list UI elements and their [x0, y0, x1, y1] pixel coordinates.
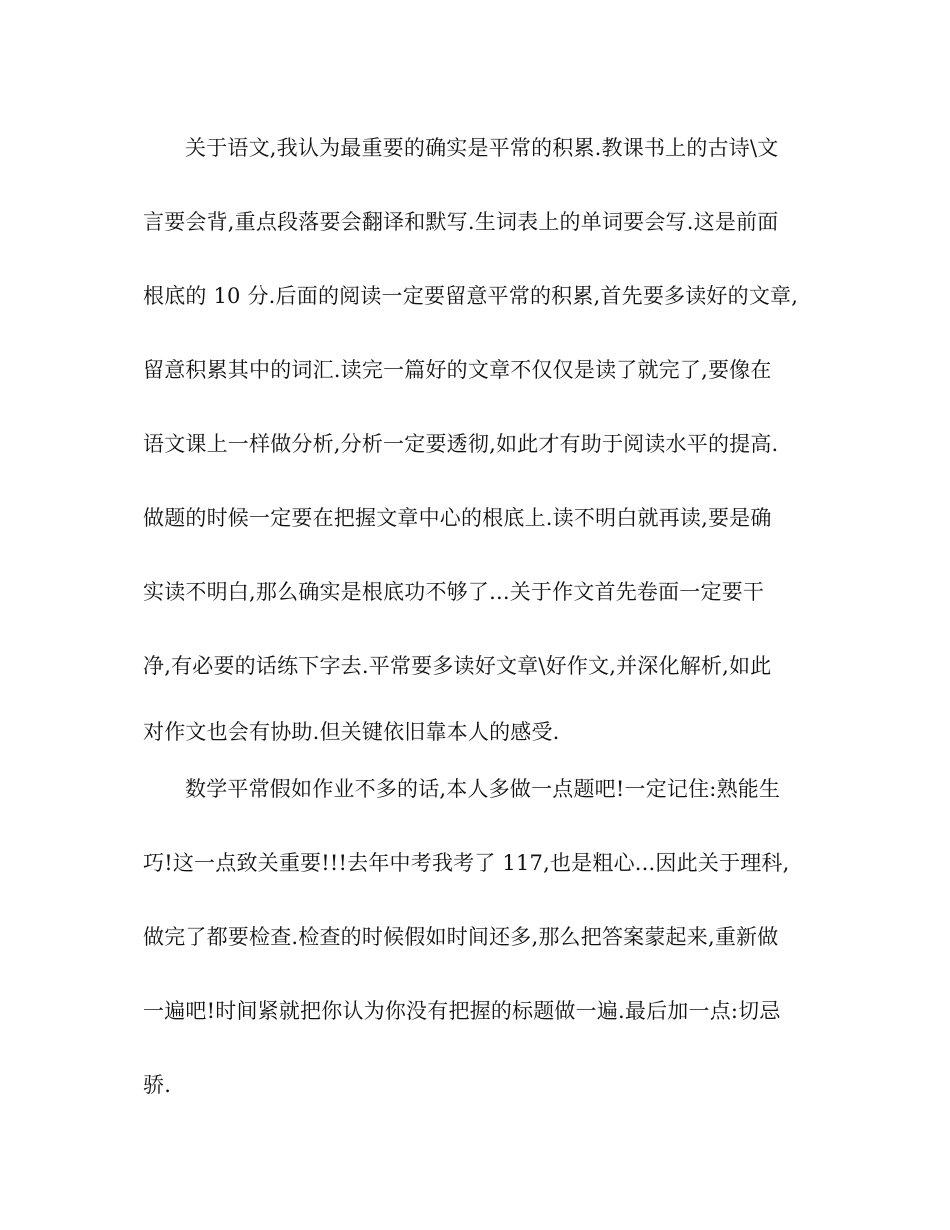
text-line: 做完了都要检查.检查的时候假如时间还多,那么把答案蒙起来,重新做 — [143, 925, 779, 949]
text-line: 一遍吧!时间紧就把你认为你没有把握的标题做一遍.最后加一点:切忌 — [143, 999, 781, 1023]
text-line: 巧!这一点致关重要!!!去年中考我考了 117,也是粗心...因此关于理科, — [143, 851, 790, 875]
text-line: 关于语文,我认为最重要的确实是平常的积累.教课书上的古诗\文 — [185, 136, 779, 160]
text-line: 实读不明白,那么确实是根底功不够了...关于作文首先卷面一定要干 — [143, 580, 765, 604]
text-line: 净,有必要的话练下字去.平常要多读好文章\好作文,并深化解析,如此 — [143, 654, 772, 678]
text-line: 数学平常假如作业不多的话,本人多做一点题吧!一定记住:熟能生 — [185, 777, 781, 801]
text-line: 言要会背,重点段落要会翻译和默写.生词表上的单词要会写.这是前面 — [143, 210, 779, 234]
text-line: 对作文也会有协助.但关键依旧靠本人的感受. — [143, 720, 560, 744]
text-line: 骄. — [143, 1073, 172, 1097]
text-line: 做题的时候一定要在把握文章中心的根底上.读不明白就再读,要是确 — [143, 506, 772, 530]
text-line: 语文课上一样做分析,分析一定要透彻,如此才有助于阅读水平的提高. — [143, 432, 779, 456]
text-line: 根底的 10 分.后面的阅读一定要留意平常的积累,首先要多读好的文章, — [143, 284, 799, 308]
text-line: 留意积累其中的词汇.读完一篇好的文章不仅仅是读了就完了,要像在 — [143, 358, 772, 382]
